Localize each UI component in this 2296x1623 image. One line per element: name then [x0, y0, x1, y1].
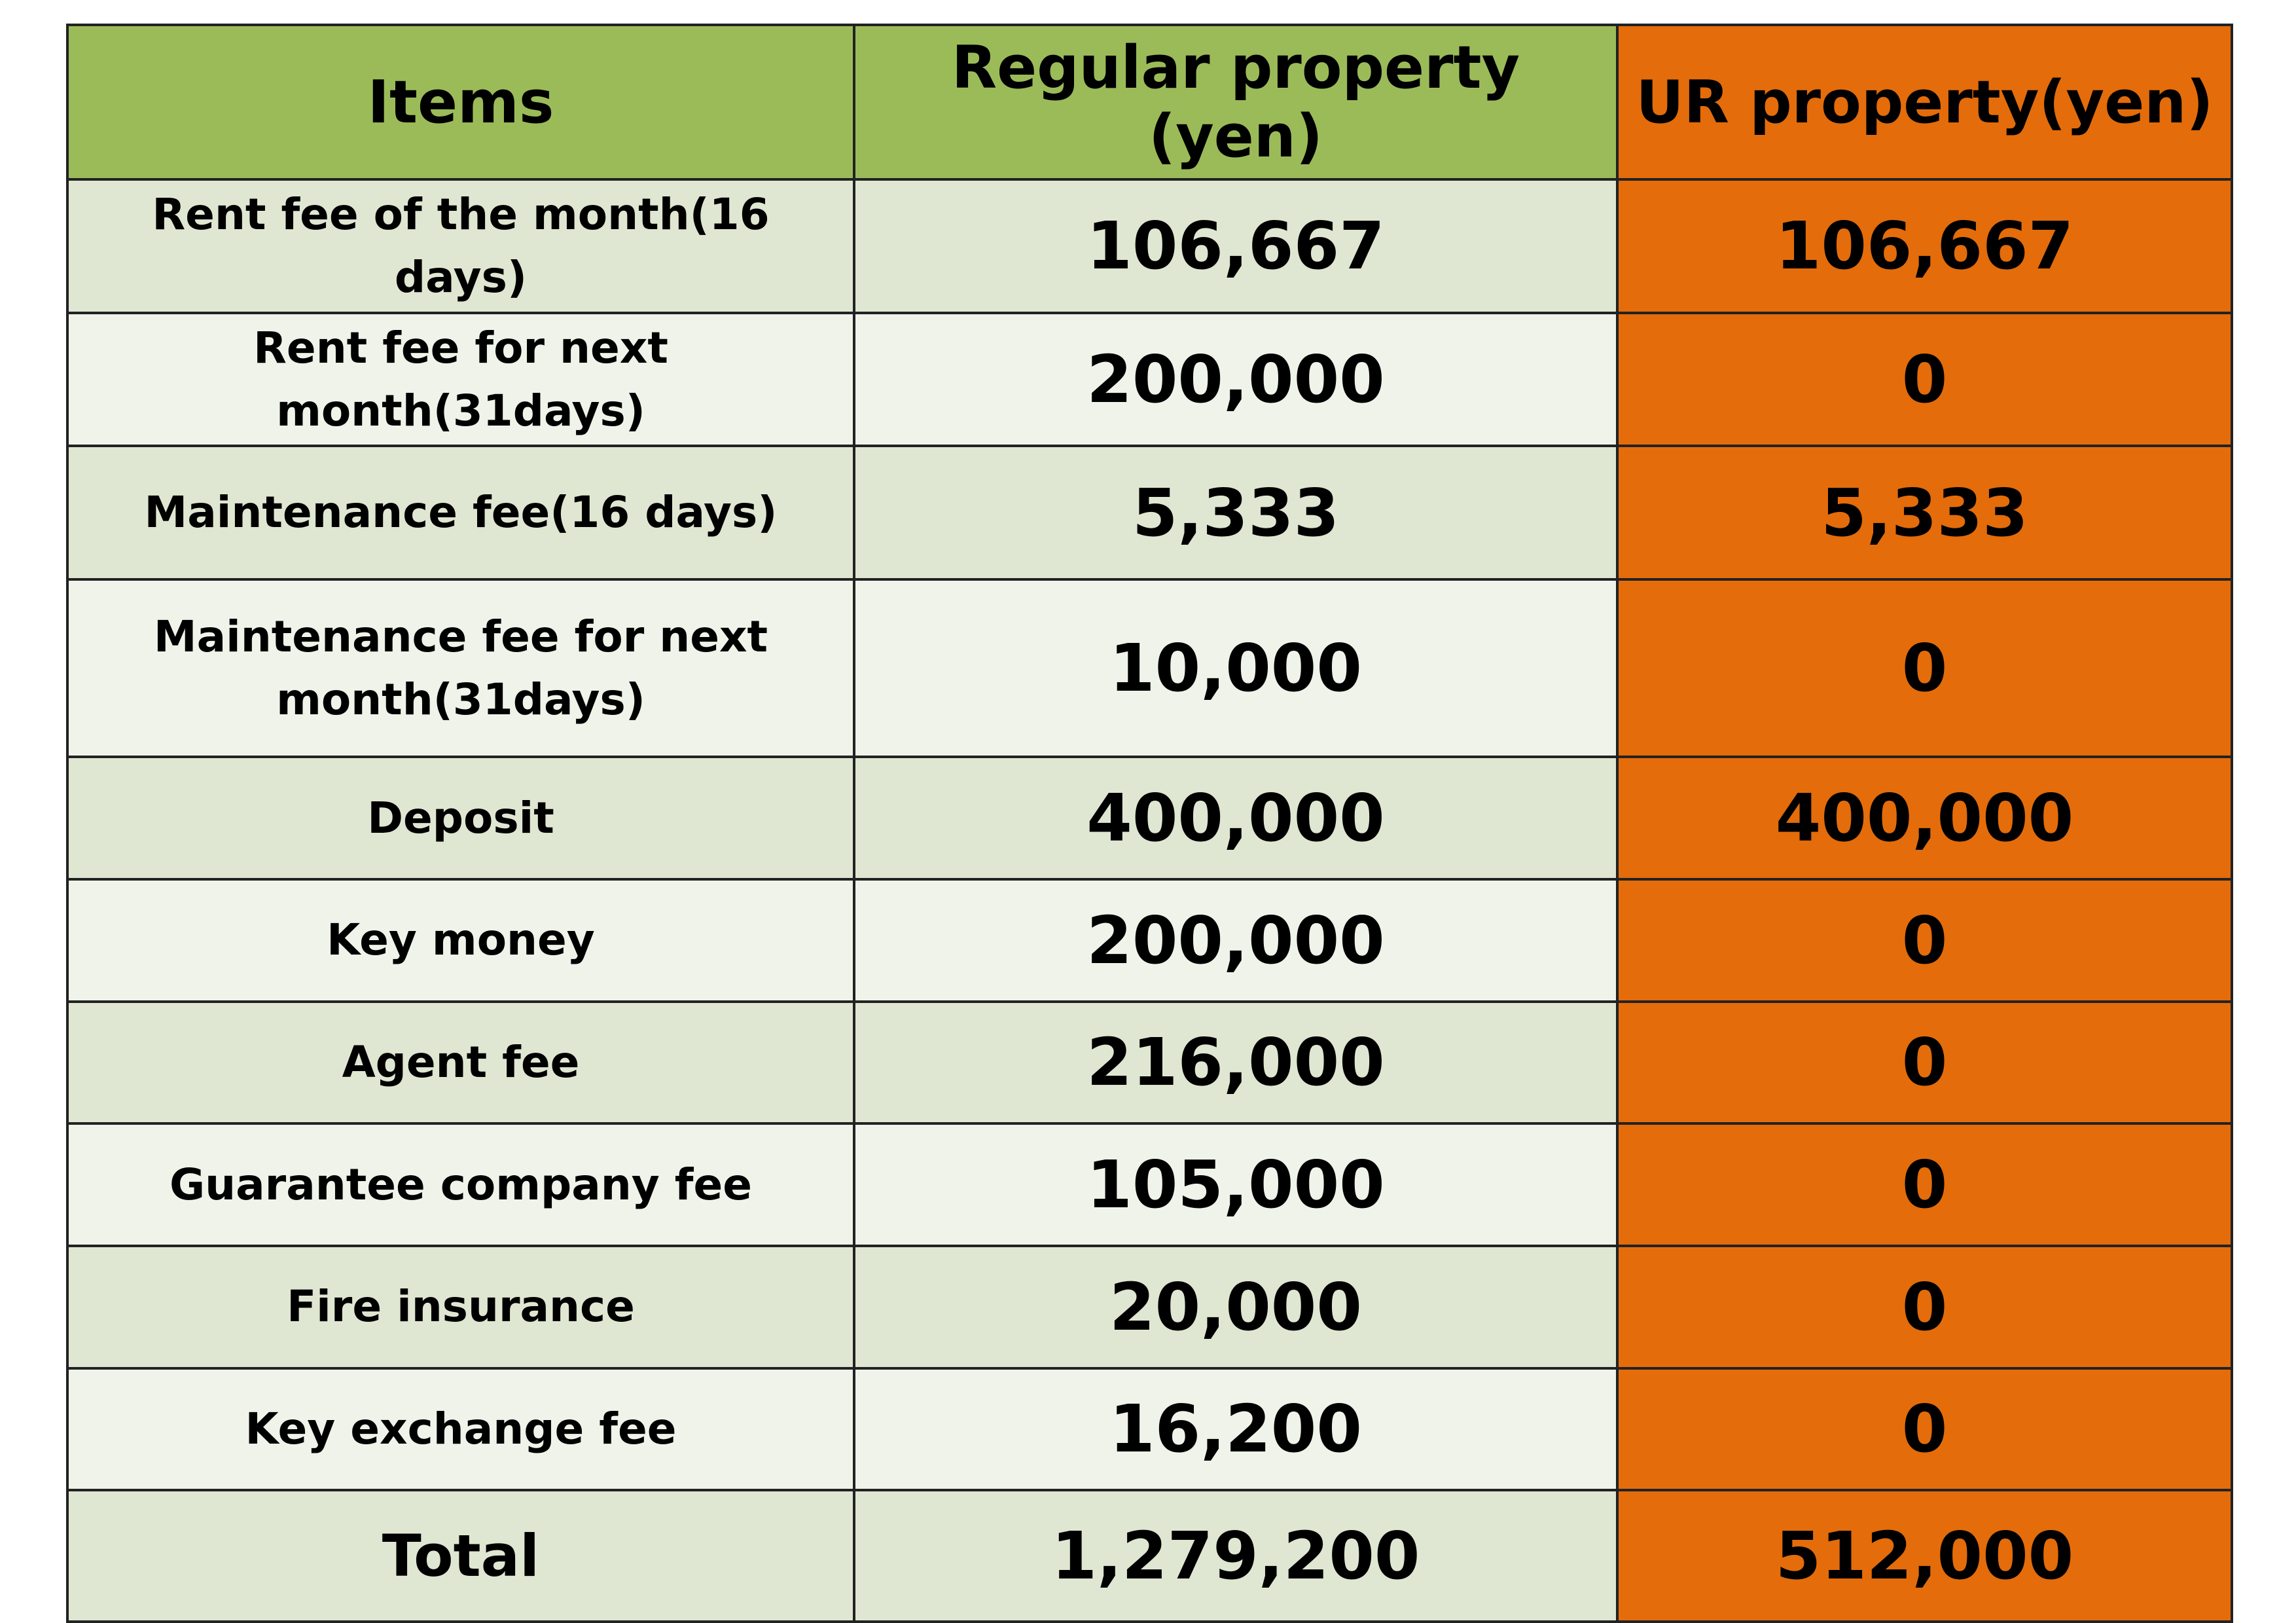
item-cell: Agent fee — [67, 1002, 854, 1124]
table-row — [67, 879, 2232, 1002]
regular-value-cell: 200,000 — [854, 879, 1617, 1002]
regular-value-cell: 105,000 — [854, 1123, 1617, 1246]
header-ur-property: UR property(yen) — [1617, 25, 2232, 179]
header-items: Items — [67, 25, 854, 179]
cost-comparison-table — [66, 24, 2233, 1623]
table-row — [67, 179, 2232, 313]
header-row — [67, 25, 2232, 179]
ur-value-cell: 0 — [1617, 1123, 2232, 1246]
ur-value-cell: 400,000 — [1617, 757, 2232, 879]
total-row — [67, 1490, 2232, 1622]
item-cell: Fire insurance — [67, 1246, 854, 1368]
item-cell: Rent fee for next month(31days) — [67, 313, 854, 447]
item-cell: Maintenance fee for next month(31days) — [67, 579, 854, 757]
item-cell: Guarantee company fee — [67, 1123, 854, 1246]
table-row — [67, 1246, 2232, 1368]
regular-value-cell: 200,000 — [854, 313, 1617, 447]
ur-value-cell: 0 — [1617, 1368, 2232, 1491]
item-cell: Key money — [67, 879, 854, 1002]
item-cell: Maintenance fee(16 days) — [67, 446, 854, 579]
table-row — [67, 313, 2232, 447]
total-label-cell: Total — [67, 1490, 854, 1622]
regular-value-cell: 16,200 — [854, 1368, 1617, 1491]
regular-value-cell: 20,000 — [854, 1246, 1617, 1368]
ur-value-cell: 0 — [1617, 313, 2232, 447]
item-cell: Key exchange fee — [67, 1368, 854, 1491]
table-row — [67, 579, 2232, 757]
header-regular-property: Regular property (yen) — [854, 25, 1617, 179]
ur-value-cell: 0 — [1617, 1246, 2232, 1368]
table-row — [67, 1368, 2232, 1491]
table-row — [67, 1123, 2232, 1246]
table-row — [67, 446, 2232, 579]
regular-value-cell: 5,333 — [854, 446, 1617, 579]
ur-value-cell: 5,333 — [1617, 446, 2232, 579]
regular-value-cell: 10,000 — [854, 579, 1617, 757]
regular-value-cell: 216,000 — [854, 1002, 1617, 1124]
total-ur-cell: 512,000 — [1617, 1490, 2232, 1622]
item-cell: Rent fee of the month(16 days) — [67, 179, 854, 313]
ur-value-cell: 106,667 — [1617, 179, 2232, 313]
table-row — [67, 757, 2232, 879]
ur-value-cell: 0 — [1617, 579, 2232, 757]
ur-value-cell: 0 — [1617, 1002, 2232, 1124]
regular-value-cell: 400,000 — [854, 757, 1617, 879]
item-cell: Deposit — [67, 757, 854, 879]
total-regular-cell: 1,279,200 — [854, 1490, 1617, 1622]
table-row — [67, 1002, 2232, 1124]
ur-value-cell: 0 — [1617, 879, 2232, 1002]
regular-value-cell: 106,667 — [854, 179, 1617, 313]
